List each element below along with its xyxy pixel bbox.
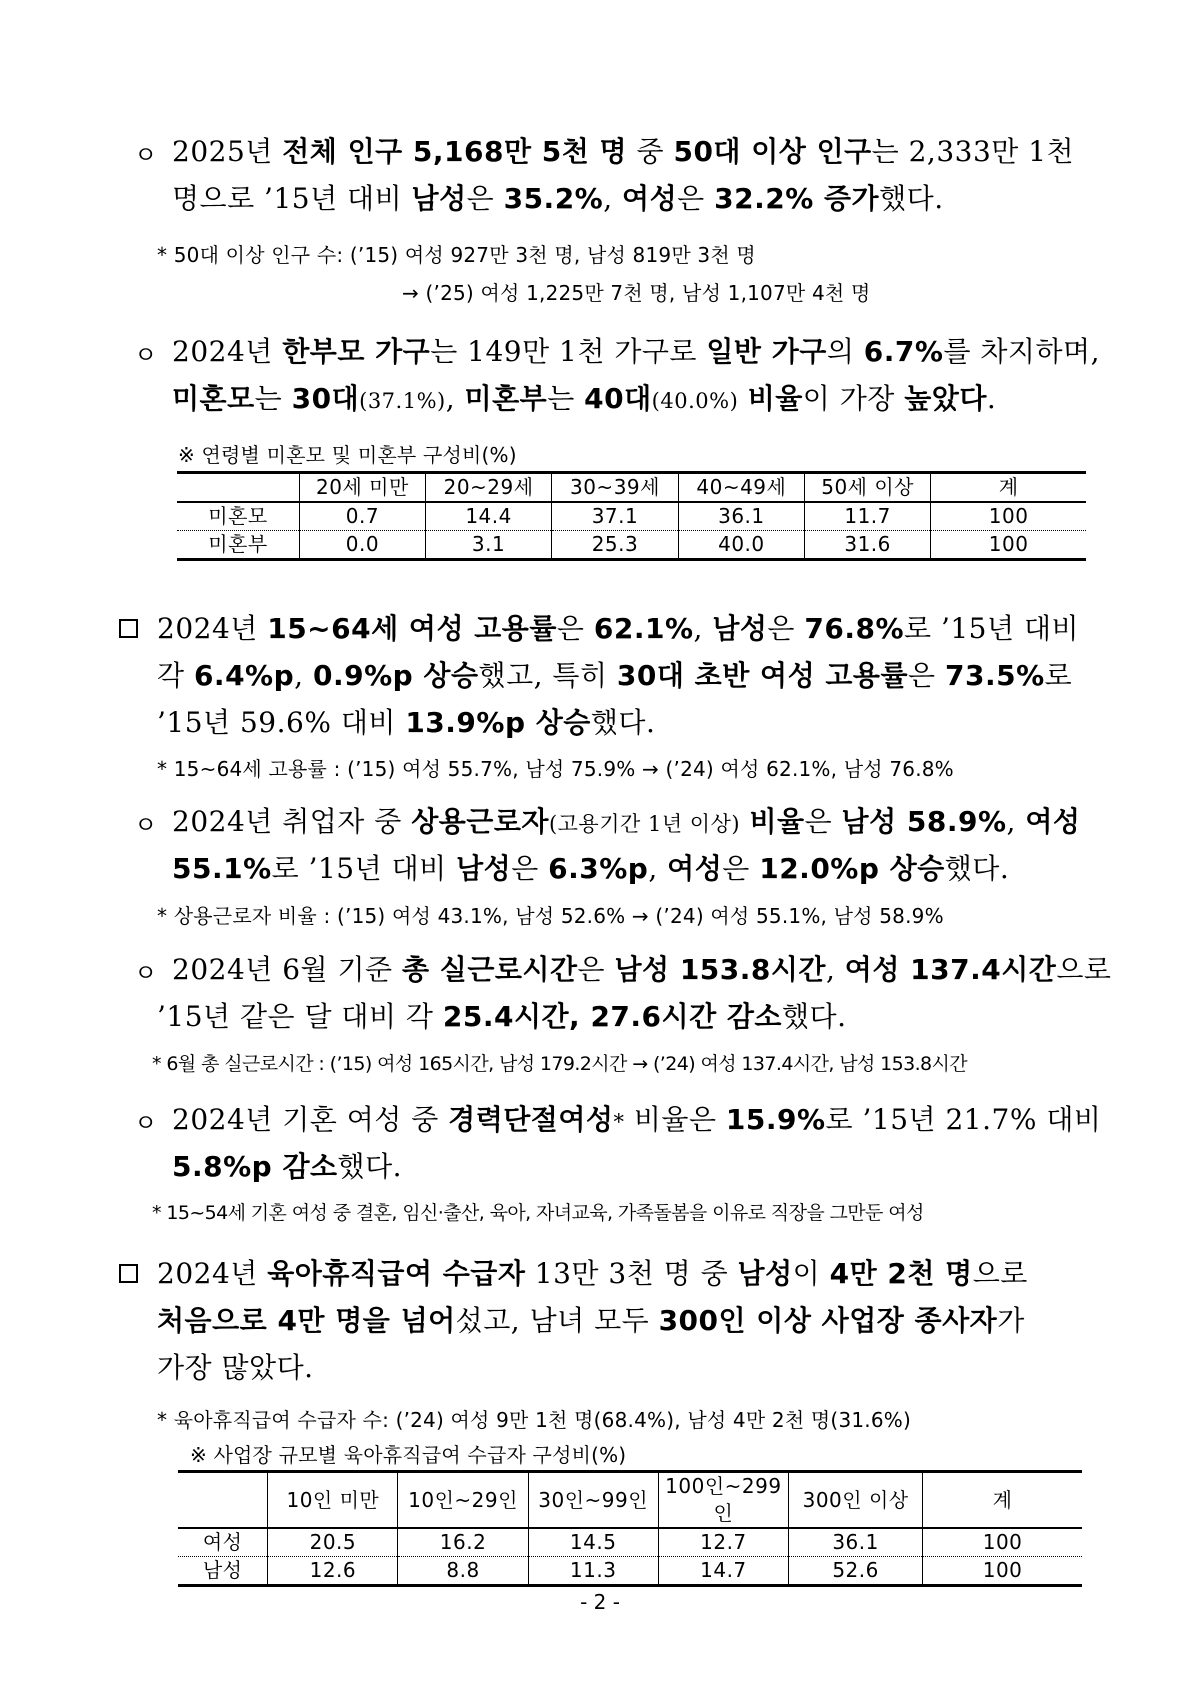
footnote: * 6월 총 실근로시간 : (’15) 여성 165시간, 남성 179.2시간 → (’24) 여성 137.4시간, 남성 153.8시간 [152,1053,968,1075]
row-label: 여성 [178,1528,268,1557]
table-cell: 11.3 [528,1557,658,1586]
table-header-row [178,1472,1082,1529]
para-line: 2024년 15~64세 여성 고용률은 62.1%, 남성은 76.8%로 ’15년 대비 [157,612,1080,645]
table-cell: 36.1 [678,502,804,531]
table-caption: ※ 연령별 미혼모 및 미혼부 구성비(%) [178,443,517,467]
row-label [177,473,299,503]
para-line: 2024년 6월 기준 총 실근로시간은 남성 153.8시간, 여성 137.4시간으로 [172,953,1112,986]
table-cell: 계 [923,1472,1082,1529]
table-cell: 20~29세 [425,473,551,503]
table-cell: 40.0 [678,531,804,560]
table-cell: 52.6 [789,1557,923,1586]
row-label: 미혼부 [208,532,268,556]
para-line: 가장 많았다. [157,1351,314,1384]
table-header-row [177,473,1086,503]
table-cell: 36.1 [789,1528,923,1557]
page-number: - 2 - [580,1590,620,1614]
single-parent-table [177,471,1086,561]
para-line: 2024년 한부모 가구는 149만 1천 가구로 일반 가구의 6.7%를 차지하며, [172,335,1100,368]
para-line: 5.8%p 감소했다. [172,1150,403,1183]
table-cell: 12.6 [268,1557,398,1586]
para-line: 2024년 취업자 중 상용근로자(고용기간 1년 이상) 비율은 남성 58.9%, 여성 [172,805,1081,838]
table-cell: 14.4 [425,502,551,531]
table-cell: 31.6 [805,531,931,560]
square-bullet-icon [119,1264,138,1283]
row-label [178,1472,268,1529]
table-cell: 3.1 [425,531,551,560]
parental-leave-table [178,1470,1082,1587]
table-row [177,531,1086,560]
table-cell: 100인~299인 [658,1472,788,1529]
circle-bullet-icon: ㅇ [134,341,158,369]
table-row [178,1557,1082,1586]
table-cell: 14.7 [658,1557,788,1586]
para-line: ’15년 같은 달 대비 각 25.4시간, 27.6시간 감소했다. [157,1000,847,1033]
footnote: * 15~64세 고용률 : (’15) 여성 55.7%, 남성 75.9% → (’24) 여성 62.1%, 남성 76.8% [157,757,954,781]
table-cell: 8.8 [398,1557,528,1586]
footnote: → (’25) 여성 1,225만 7천 명, 남성 1,107만 4천 명 [402,281,871,305]
para-line: 미혼모는 30대(37.1%), 미혼부는 40대(40.0%) 비율이 가장 높았다. [172,382,997,415]
table-cell: 100 [923,1557,1082,1586]
table-cell: 100 [923,1528,1082,1557]
circle-bullet-icon: ㅇ [134,141,158,169]
table-cell: 14.5 [528,1528,658,1557]
table-row [178,1528,1082,1557]
table-cell: 0.7 [299,502,425,531]
table-caption: ※ 사업장 규모별 육아휴직급여 수급자 구성비(%) [190,1443,627,1467]
table-cell: 30인~99인 [528,1472,658,1529]
table-cell: 25.3 [552,531,678,560]
footnote: * 육아휴직급여 수급자 수: (’24) 여성 9만 1천 명(68.4%), 남성 4만 2천 명(31.6%) [157,1408,911,1432]
circle-bullet-icon: ㅇ [134,959,158,987]
para-line: 각 6.4%p, 0.9%p 상승했고, 특히 30대 초반 여성 고용률은 73.5%로 [157,659,1073,692]
footnote: * 15~54세 기혼 여성 중 결혼, 임신·출산, 육아, 자녀교육, 가족돌봄을 이유로 직장을 그만둔 여성 [152,1202,924,1224]
table-cell: 16.2 [398,1528,528,1557]
table-cell: 계 [931,473,1086,503]
table-cell: 20세 미만 [299,473,425,503]
table-cell: 40~49세 [678,473,804,503]
footnote: * 50대 이상 인구 수: (’15) 여성 927만 3천 명, 남성 819만 3천 명 [157,243,756,267]
table-cell: 300인 이상 [789,1472,923,1529]
table-row [177,502,1086,531]
table-cell: 100 [931,502,1086,531]
table-cell: 20.5 [268,1528,398,1557]
table-cell: 50세 이상 [805,473,931,503]
table-cell: 12.7 [658,1528,788,1557]
para-line: 2024년 육아휴직급여 수급자 13만 3천 명 중 남성이 4만 2천 명으로 [157,1257,1028,1290]
para-line: 처음으로 4만 명을 넘어섰고, 남녀 모두 300인 이상 사업장 종사자가 [157,1304,1025,1337]
table-cell: 10인~29인 [398,1472,528,1529]
table-cell: 100 [931,531,1086,560]
para-line: 명으로 ’15년 대비 남성은 35.2%, 여성은 32.2% 증가했다. [172,182,944,215]
row-label: 미혼모 [177,502,299,531]
footnote: * 상용근로자 비율 : (’15) 여성 43.1%, 남성 52.6% → (’24) 여성 55.1%, 남성 58.9% [157,904,944,928]
table-cell: 11.7 [805,502,931,531]
square-bullet-icon [119,619,138,638]
table-cell: 37.1 [552,502,678,531]
para-line: ’15년 59.6% 대비 13.9%p 상승했다. [157,706,656,739]
para-line: 2024년 기혼 여성 중 경력단절여성* 비율은 15.9%로 ’15년 21.7% 대비 [172,1103,1102,1136]
circle-bullet-icon: ㅇ [134,1109,158,1137]
circle-bullet-icon: ㅇ [134,811,158,839]
table-cell: 30~39세 [552,473,678,503]
table-cell: 10인 미만 [268,1472,398,1529]
para-line: 55.1%로 ’15년 대비 남성은 6.3%p, 여성은 12.0%p 상승했다. [172,852,1010,885]
row-label: 남성 [202,1558,243,1582]
table-cell: 0.0 [299,531,425,560]
para-line: 2025년 전체 인구 5,168만 5천 명 중 50대 이상 인구는 2,333만 1천 [172,135,1075,168]
